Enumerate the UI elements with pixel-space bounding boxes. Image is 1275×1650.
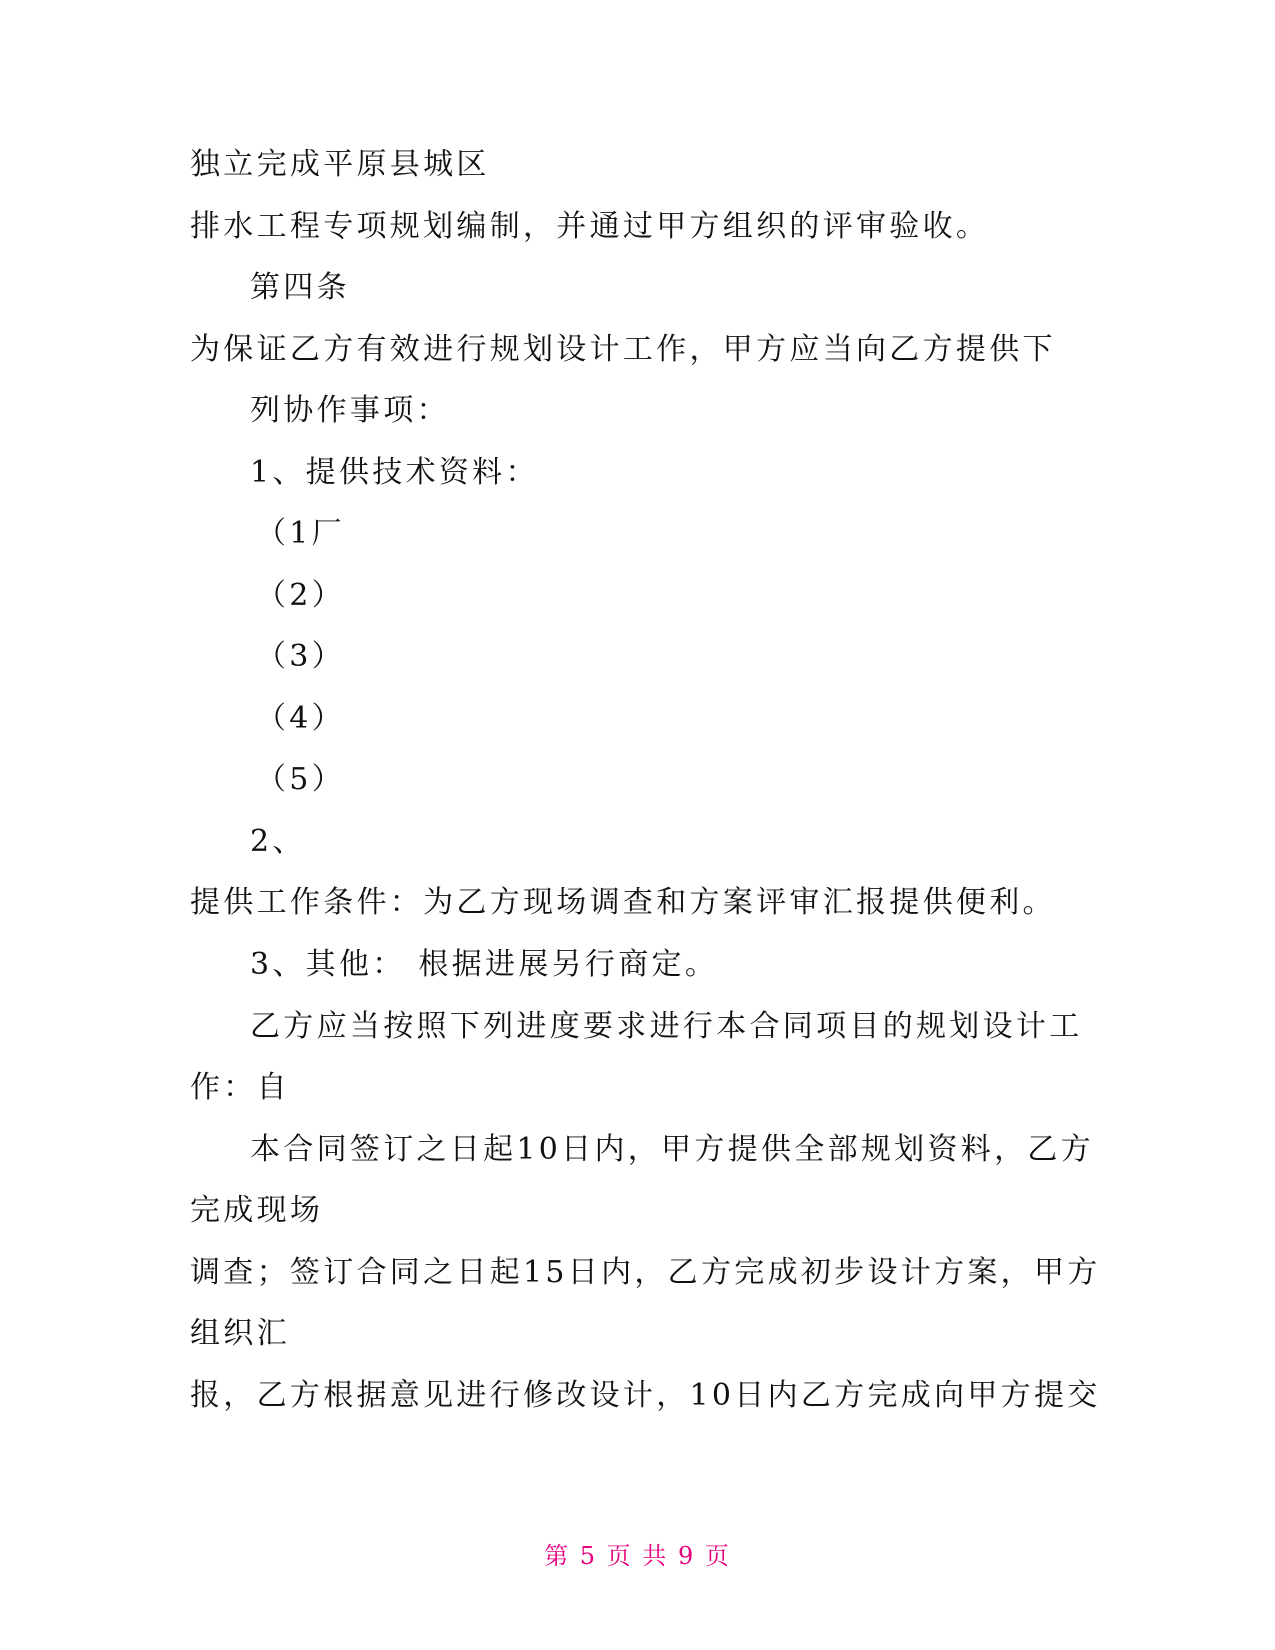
sub-item-3: （3）: [256, 639, 345, 674]
text-line-19: 调查；签订合同之日起15日内，乙方完成初步设计方案，甲方: [190, 1255, 1101, 1290]
list-item-2: 2、: [250, 824, 306, 859]
sub-item-2: （2）: [256, 578, 345, 613]
article-heading: 第四条: [250, 270, 350, 305]
page-number-footer: 第 5 页 共 9 页: [544, 1542, 731, 1570]
text-line-16: 作：自: [190, 1070, 290, 1105]
sub-item-5: （5）: [256, 762, 345, 797]
text-line-21: 报，乙方根据意见进行修改设计，10日内乙方完成向甲方提交: [190, 1378, 1101, 1413]
text-line-13: 提供工作条件：为乙方现场调查和方案评审汇报提供便利。: [190, 885, 1056, 920]
sub-item-4: （4）: [256, 701, 345, 736]
list-item-1: 1、提供技术资料：: [250, 455, 539, 490]
list-item-3: 3、其他： 根据进展另行商定。: [250, 947, 719, 982]
sub-item-1: （1厂: [256, 516, 345, 551]
text-line-5: 列协作事项：: [250, 393, 450, 428]
text-line-2: 排水工程专项规划编制，并通过甲方组织的评审验收。: [190, 209, 990, 244]
text-line-1: 独立完成平原县城区: [190, 147, 490, 182]
text-line-17: 本合同签订之日起10日内，甲方提供全部规划资料，乙方: [250, 1132, 1094, 1167]
text-line-15: 乙方应当按照下列进度要求进行本合同项目的规划设计工: [250, 1009, 1083, 1044]
text-line-4: 为保证乙方有效进行规划设计工作，甲方应当向乙方提供下: [190, 332, 1056, 367]
text-line-18: 完成现场: [190, 1193, 324, 1228]
text-line-20: 组织汇: [190, 1316, 290, 1351]
